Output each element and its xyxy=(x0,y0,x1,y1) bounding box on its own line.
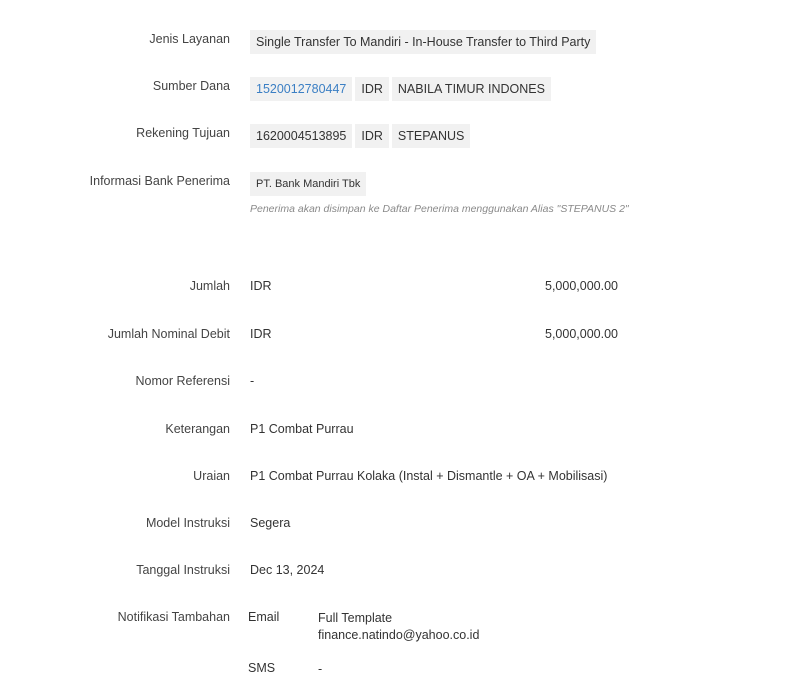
info-bank-value xyxy=(250,172,629,215)
sumber-dana-label: Sumber Dana xyxy=(152,79,230,93)
jumlah-debit-label: Jumlah Nominal Debit xyxy=(107,327,230,341)
beneficiary-alias-note: Penerima akan disimpan ke Daftar Penerima menggunakan Alias "STEPANUS 2" xyxy=(250,203,629,215)
notif-email-address: finance.natindo@yahoo.co.id xyxy=(318,628,480,642)
rekening-tujuan-label: Rekening Tujuan xyxy=(136,126,230,140)
notif-email-value xyxy=(318,610,479,644)
jenis-layanan-label: Jenis Layanan xyxy=(149,32,230,46)
source-currency-chip: IDR xyxy=(355,77,389,101)
model-instruksi-label: Model Instruksi xyxy=(145,516,230,530)
keterangan-value: P1 Combat Purrau xyxy=(250,422,354,436)
info-bank-label: Informasi Bank Penerima xyxy=(89,174,230,188)
nomor-referensi-label: Nomor Referensi xyxy=(135,374,230,388)
notif-sms-key: SMS xyxy=(248,661,276,675)
dest-name-chip: STEPANUS xyxy=(392,124,470,148)
jumlah-amount: 5,000,000.00 xyxy=(545,279,618,293)
dest-currency-chip: IDR xyxy=(355,124,389,148)
nomor-referensi-value: - xyxy=(250,374,255,388)
notifikasi-label: Notifikasi Tambahan xyxy=(117,610,230,624)
jenis-layanan-value xyxy=(250,30,599,54)
jumlah-label: Jumlah xyxy=(189,279,230,293)
sumber-dana-value xyxy=(250,77,554,101)
tanggal-instruksi-label: Tanggal Instruksi xyxy=(136,563,230,577)
jumlah-debit-currency: IDR xyxy=(250,327,272,341)
rekening-tujuan-value xyxy=(250,124,473,148)
uraian-label: Uraian xyxy=(193,469,230,483)
model-instruksi-value: Segera xyxy=(250,516,291,530)
tanggal-instruksi-value: Dec 13, 2024 xyxy=(250,563,325,577)
service-type-chip: Single Transfer To Mandiri - In-House Transfer to Third Party xyxy=(250,30,596,54)
uraian-value: P1 Combat Purrau Kolaka (Instal + Dismantle + OA + Mobilisasi) xyxy=(250,469,608,483)
notif-email-template: Full Template xyxy=(318,611,393,625)
jumlah-currency: IDR xyxy=(250,279,272,293)
notif-sms-value: - xyxy=(318,662,323,676)
keterangan-label: Keterangan xyxy=(165,422,230,436)
source-name-chip: NABILA TIMUR INDONES xyxy=(392,77,551,101)
source-account-link[interactable]: 1520012780447 xyxy=(250,77,352,101)
notif-email-key: Email xyxy=(248,610,280,624)
bank-name-chip: PT. Bank Mandiri Tbk xyxy=(250,172,366,196)
jumlah-debit-amount: 5,000,000.00 xyxy=(545,327,618,341)
dest-account-chip: 1620004513895 xyxy=(250,124,352,148)
